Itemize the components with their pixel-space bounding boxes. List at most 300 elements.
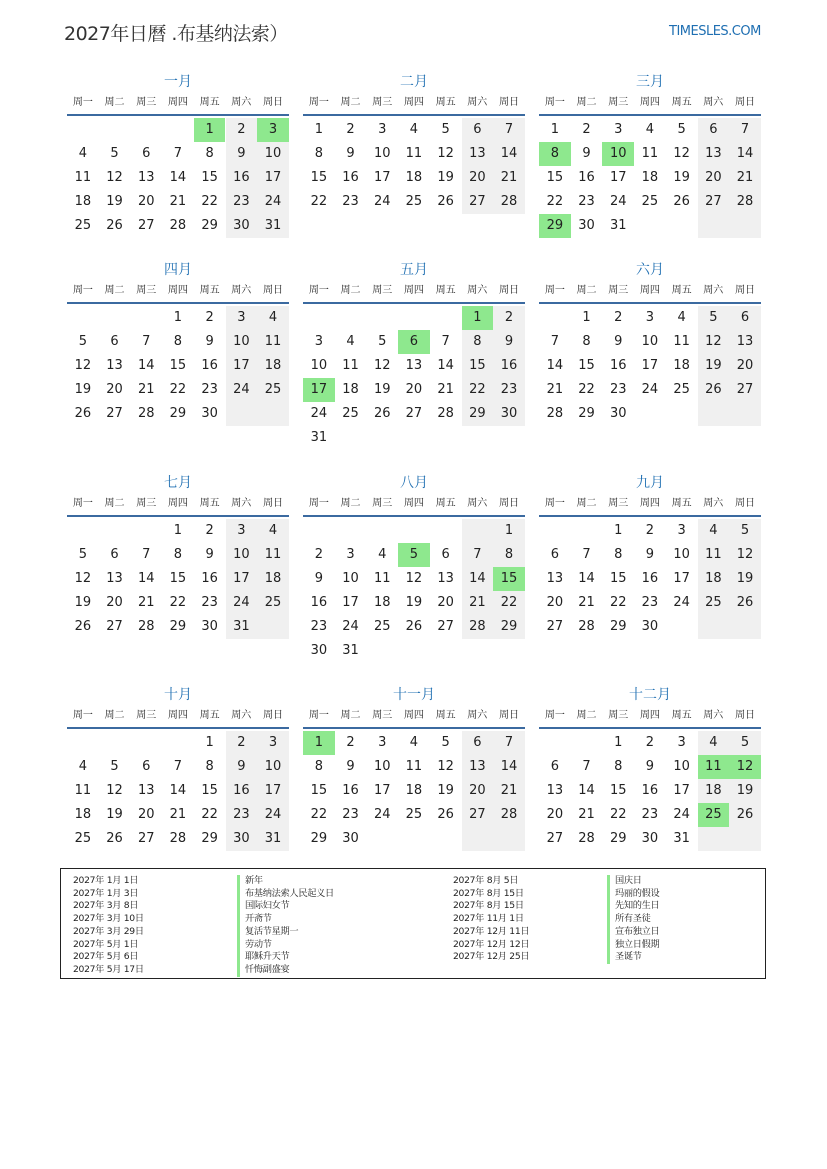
day-cell: 7	[550, 334, 559, 349]
weekday-header	[539, 96, 761, 116]
weekday-label: 周五	[435, 97, 456, 108]
legend-holiday-name: 独立日假期	[607, 939, 659, 952]
legend-holiday-name: 忏悔副盛宴	[237, 964, 334, 977]
day-cell: 23	[310, 619, 328, 634]
weekday-label: 周三	[136, 97, 157, 108]
day-cell: 15	[469, 358, 486, 373]
day-cell: 4	[346, 334, 355, 349]
day-cell: 4	[378, 547, 387, 562]
day-cell: 8	[614, 759, 623, 774]
weekday-header	[303, 284, 525, 304]
weekday-label: 周日	[498, 710, 519, 721]
day-cell: 25	[264, 595, 282, 610]
day-cell: 27	[137, 218, 155, 233]
day-grid	[539, 731, 761, 875]
day-cell: 21	[469, 595, 486, 610]
day-cell: 16	[233, 170, 250, 185]
day-cell: 13	[546, 571, 564, 586]
day-cell: 21	[437, 382, 454, 397]
day-cell: 7	[173, 759, 183, 774]
day-cell: 26	[106, 831, 123, 846]
weekday-label: 周三	[136, 710, 157, 721]
day-cell: 23	[578, 194, 595, 209]
legend-date: 2027年 8月 15日	[453, 900, 524, 912]
day-cell: 10	[342, 571, 359, 586]
day-cell: 16	[342, 783, 359, 798]
day-cell: 8	[473, 334, 482, 349]
day-cell: 19	[106, 807, 123, 822]
month-name: 二月	[400, 74, 428, 90]
day-cell: 24	[673, 595, 690, 610]
weekday-label: 周五	[435, 710, 456, 721]
weekday-label: 周二	[104, 710, 125, 721]
month-block	[539, 260, 761, 450]
day-cell: 15	[578, 358, 595, 373]
day-cell: 29	[201, 831, 218, 846]
month-name: 五月	[400, 262, 428, 278]
day-cell: 9	[237, 759, 246, 774]
day-cell: 20	[546, 807, 564, 822]
day-cell: 5	[110, 759, 119, 774]
weekday-label: 周日	[734, 97, 755, 108]
day-cell: 17	[641, 358, 659, 373]
day-cell: 5	[110, 146, 119, 161]
day-cell: 12	[705, 334, 722, 349]
day-cell: 18	[74, 194, 92, 209]
day-cell: 20	[469, 170, 486, 185]
day-cell: 4	[268, 523, 278, 538]
legend-dates-right	[453, 875, 529, 964]
day-cell: 27	[469, 194, 486, 209]
day-cell: 5	[677, 122, 686, 137]
day-cell: 8	[173, 334, 183, 349]
day-cell: 11	[74, 783, 92, 798]
day-cell: 7	[740, 122, 750, 137]
day-cell: 16	[233, 783, 250, 798]
weekday-label: 周四	[403, 97, 424, 108]
day-cell: 7	[142, 334, 151, 349]
day-cell: 23	[500, 382, 518, 397]
weekday-label: 周一	[308, 97, 329, 108]
day-cell: 8	[614, 547, 623, 562]
day-cell: 14	[137, 358, 155, 373]
day-cell: 19	[405, 595, 423, 610]
day-cell: 11	[342, 358, 359, 373]
weekday-label: 周四	[403, 498, 424, 509]
day-cell: 13	[437, 571, 454, 586]
month-block	[67, 685, 289, 875]
day-cell: 5	[441, 735, 450, 750]
month-name: 六月	[636, 262, 664, 278]
day-cell: 18	[673, 358, 690, 373]
weekday-label: 周二	[104, 285, 125, 296]
month-block	[303, 473, 525, 663]
day-cell: 14	[578, 783, 595, 798]
day-cell: 10	[233, 334, 250, 349]
legend-holiday-name: 国庆日	[607, 875, 659, 888]
day-cell: 21	[137, 595, 155, 610]
day-cell: 24	[641, 382, 659, 397]
weekday-label: 周二	[104, 498, 125, 509]
legend-date: 2027年 12月 11日	[453, 925, 530, 937]
day-cell: 15	[310, 170, 328, 185]
day-cell: 6	[441, 547, 450, 562]
day-cell: 20	[106, 382, 123, 397]
day-cell: 2	[346, 122, 355, 137]
day-cell: 23	[201, 382, 218, 397]
day-cell: 25	[673, 382, 690, 397]
day-cell: 20	[469, 783, 486, 798]
weekday-label: 周六	[467, 97, 488, 108]
weekday-header	[539, 284, 761, 304]
weekday-label: 周三	[372, 710, 393, 721]
day-cell: 22	[609, 595, 627, 610]
day-cell: 6	[110, 547, 119, 562]
day-cell: 10	[373, 759, 391, 774]
holiday-day: 29	[539, 214, 571, 238]
day-cell: 10	[673, 759, 690, 774]
day-grid	[539, 306, 761, 450]
day-cell: 1	[550, 122, 559, 137]
weekday-label: 周三	[608, 285, 629, 296]
day-cell: 31	[264, 218, 282, 233]
month-block	[539, 72, 761, 262]
weekday-label: 周二	[576, 285, 597, 296]
day-cell: 6	[550, 759, 559, 774]
day-cell: 28	[578, 831, 595, 846]
day-cell: 23	[342, 807, 359, 822]
day-cell: 23	[641, 807, 659, 822]
day-cell: 16	[201, 571, 218, 586]
weekday-label: 周四	[403, 285, 424, 296]
day-cell: 2	[205, 310, 214, 325]
day-cell: 28	[578, 619, 595, 634]
day-cell: 18	[264, 571, 282, 586]
day-cell: 2	[237, 122, 246, 137]
day-cell: 11	[405, 759, 423, 774]
day-cell: 12	[373, 358, 391, 373]
day-cell: 22	[578, 382, 595, 397]
day-cell: 16	[641, 783, 659, 798]
holiday-day: 12	[729, 755, 761, 779]
day-cell: 11	[405, 146, 423, 161]
legend-date: 2027年 3月 8日	[73, 900, 139, 912]
day-cell: 17	[233, 358, 250, 373]
day-cell: 5	[378, 334, 387, 349]
day-cell: 3	[677, 735, 686, 750]
day-cell: 10	[233, 547, 250, 562]
day-cell: 30	[233, 218, 250, 233]
weekday-label: 周二	[340, 285, 361, 296]
weekday-label: 周日	[734, 498, 755, 509]
day-cell: 6	[740, 310, 750, 325]
weekday-label: 周六	[703, 97, 724, 108]
legend-holiday-name: 开斋节	[237, 913, 334, 926]
day-cell: 19	[373, 382, 391, 397]
day-cell: 7	[142, 547, 151, 562]
day-cell: 19	[673, 170, 690, 185]
day-cell: 28	[469, 619, 486, 634]
month-block	[67, 72, 289, 262]
day-cell: 4	[677, 310, 686, 325]
day-cell: 14	[169, 783, 187, 798]
weekday-header	[303, 709, 525, 729]
day-cell: 23	[342, 194, 359, 209]
day-cell: 22	[469, 382, 486, 397]
day-cell: 3	[237, 523, 246, 538]
day-cell: 7	[582, 547, 591, 562]
day-cell: 28	[137, 619, 155, 634]
weekday-label: 周二	[340, 97, 361, 108]
day-cell: 22	[169, 382, 187, 397]
day-grid	[67, 519, 289, 663]
day-cell: 4	[78, 146, 87, 161]
weekday-label: 周五	[435, 285, 456, 296]
day-cell: 27	[546, 619, 564, 634]
weekday-label: 周三	[372, 97, 393, 108]
day-cell: 13	[705, 146, 722, 161]
holiday-day: 3	[257, 118, 289, 142]
day-cell: 20	[437, 595, 454, 610]
day-cell: 17	[373, 170, 391, 185]
day-cell: 25	[264, 382, 282, 397]
weekday-label: 周一	[308, 710, 329, 721]
month-block	[67, 260, 289, 450]
day-cell: 14	[500, 759, 518, 774]
day-cell: 20	[405, 382, 423, 397]
day-cell: 6	[110, 334, 119, 349]
day-cell: 1	[314, 122, 323, 137]
month-name: 八月	[400, 475, 428, 491]
day-cell: 14	[437, 358, 454, 373]
day-cell: 24	[310, 406, 328, 421]
day-grid	[67, 306, 289, 450]
weekday-label: 周五	[199, 285, 220, 296]
day-cell: 8	[314, 759, 323, 774]
weekday-label: 周六	[467, 285, 488, 296]
day-cell: 16	[641, 571, 659, 586]
day-cell: 10	[373, 146, 391, 161]
day-cell: 15	[201, 170, 218, 185]
day-cell: 22	[201, 194, 218, 209]
day-cell: 2	[645, 735, 655, 750]
day-cell: 21	[169, 807, 187, 822]
day-cell: 15	[169, 571, 187, 586]
weekday-label: 周二	[576, 498, 597, 509]
weekday-header	[303, 497, 525, 517]
day-cell: 3	[268, 735, 278, 750]
day-cell: 31	[609, 218, 627, 233]
day-cell: 28	[137, 406, 155, 421]
day-cell: 30	[500, 406, 518, 421]
weekday-label: 周日	[262, 97, 283, 108]
day-cell: 4	[709, 523, 718, 538]
legend-date: 2027年 1月 3日	[73, 887, 139, 899]
holiday-day: 25	[698, 803, 730, 827]
day-cell: 28	[500, 807, 518, 822]
day-cell: 21	[169, 194, 187, 209]
legend-date: 2027年 5月 6日	[73, 951, 139, 963]
day-grid	[303, 118, 525, 262]
day-cell: 23	[201, 595, 218, 610]
day-cell: 24	[342, 619, 359, 634]
day-cell: 22	[310, 807, 328, 822]
day-cell: 10	[264, 759, 282, 774]
month-name: 十一月	[393, 687, 435, 703]
day-cell: 11	[264, 547, 282, 562]
day-cell: 7	[504, 735, 514, 750]
day-cell: 6	[142, 759, 151, 774]
day-cell: 31	[264, 831, 282, 846]
day-cell: 28	[169, 831, 187, 846]
weekday-label: 周三	[608, 498, 629, 509]
weekday-label: 周六	[231, 710, 252, 721]
weekday-label: 周五	[671, 285, 692, 296]
legend-holiday-name: 耶稣升天节	[237, 951, 334, 964]
legend-names-left	[237, 875, 334, 977]
day-cell: 25	[405, 807, 423, 822]
day-cell: 11	[673, 334, 690, 349]
day-cell: 21	[500, 170, 518, 185]
day-cell: 9	[205, 547, 214, 562]
weekday-label: 周日	[734, 710, 755, 721]
weekday-label: 周六	[231, 97, 252, 108]
day-cell: 31	[233, 619, 250, 634]
day-cell: 8	[205, 759, 214, 774]
day-cell: 22	[609, 807, 627, 822]
day-cell: 23	[641, 595, 659, 610]
day-cell: 1	[504, 523, 514, 538]
holiday-legend	[60, 868, 766, 979]
weekday-header	[539, 709, 761, 729]
weekday-label: 周一	[72, 285, 93, 296]
weekday-label: 周一	[544, 498, 565, 509]
day-grid	[539, 519, 761, 663]
weekday-label: 周四	[639, 498, 660, 509]
legend-date: 2027年 12月 12日	[453, 938, 530, 950]
day-cell: 5	[78, 334, 87, 349]
day-cell: 2	[582, 122, 591, 137]
weekday-label: 周五	[199, 710, 220, 721]
day-cell: 26	[405, 619, 423, 634]
weekday-label: 周五	[199, 97, 220, 108]
weekday-label: 周四	[167, 285, 188, 296]
day-cell: 29	[169, 619, 187, 634]
day-cell: 2	[237, 735, 246, 750]
day-cell: 15	[169, 358, 187, 373]
day-cell: 28	[736, 194, 754, 209]
day-cell: 10	[673, 547, 690, 562]
day-cell: 13	[137, 783, 155, 798]
day-cell: 21	[578, 595, 595, 610]
month-name: 三月	[636, 74, 664, 90]
legend-holiday-name: 新年	[237, 875, 334, 888]
day-cell: 13	[106, 358, 123, 373]
legend-holiday-name: 布基纳法索人民起义日	[237, 888, 334, 901]
weekday-label: 周四	[167, 498, 188, 509]
legend-date: 2027年 8月 5日	[453, 875, 519, 886]
weekday-label: 周日	[734, 285, 755, 296]
day-cell: 18	[641, 170, 659, 185]
day-cell: 13	[137, 170, 155, 185]
day-cell: 14	[546, 358, 564, 373]
day-cell: 9	[237, 146, 246, 161]
day-cell: 27	[106, 619, 123, 634]
day-cell: 18	[74, 807, 92, 822]
legend-holiday-name: 国际妇女节	[237, 900, 334, 913]
holiday-day: 1	[462, 306, 494, 330]
day-cell: 7	[504, 122, 514, 137]
legend-holiday-name: 所有圣徒	[607, 913, 659, 926]
weekday-label: 周六	[467, 710, 488, 721]
day-cell: 29	[500, 619, 518, 634]
weekday-label: 周五	[671, 498, 692, 509]
day-cell: 25	[74, 218, 92, 233]
legend-date: 2027年 1月 1日	[73, 875, 139, 886]
legend-date: 2027年 8月 15日	[453, 887, 524, 899]
month-name: 十月	[164, 687, 192, 703]
day-cell: 2	[645, 523, 655, 538]
day-cell: 3	[614, 122, 623, 137]
weekday-label: 周日	[498, 285, 519, 296]
day-cell: 8	[173, 547, 183, 562]
day-cell: 24	[373, 807, 391, 822]
day-cell: 19	[437, 170, 454, 185]
weekday-label: 周三	[608, 710, 629, 721]
weekday-label: 周一	[72, 97, 93, 108]
day-cell: 8	[205, 146, 214, 161]
legend-date: 2027年 11月 1日	[453, 913, 524, 925]
day-cell: 2	[346, 735, 355, 750]
day-cell: 25	[641, 194, 659, 209]
day-cell: 12	[74, 571, 92, 586]
day-grid	[303, 519, 525, 663]
day-cell: 27	[437, 619, 454, 634]
day-cell: 11	[264, 334, 282, 349]
day-cell: 11	[641, 146, 659, 161]
weekday-label: 周一	[544, 285, 565, 296]
day-cell: 18	[264, 358, 282, 373]
day-cell: 7	[473, 547, 482, 562]
day-cell: 22	[310, 194, 328, 209]
day-cell: 9	[645, 759, 655, 774]
weekday-label: 周四	[639, 97, 660, 108]
day-cell: 18	[373, 595, 391, 610]
day-cell: 2	[314, 547, 323, 562]
day-cell: 3	[346, 547, 355, 562]
day-cell: 15	[310, 783, 328, 798]
day-cell: 30	[641, 619, 659, 634]
day-cell: 24	[264, 194, 282, 209]
weekday-label: 周一	[308, 285, 329, 296]
legend-dates-left	[73, 875, 144, 977]
weekday-label: 周一	[72, 498, 93, 509]
day-cell: 16	[609, 358, 627, 373]
day-cell: 30	[342, 831, 359, 846]
day-cell: 9	[205, 334, 214, 349]
site-link[interactable]: TIMESLES.COM	[669, 24, 761, 39]
day-cell: 27	[137, 831, 155, 846]
day-cell: 15	[201, 783, 218, 798]
day-cell: 18	[405, 783, 423, 798]
legend-holiday-name: 宣布独立日	[607, 926, 659, 939]
day-cell: 14	[169, 170, 187, 185]
month-block	[303, 72, 525, 262]
day-cell: 4	[78, 759, 87, 774]
day-cell: 30	[201, 619, 218, 634]
day-cell: 24	[233, 595, 250, 610]
day-cell: 2	[614, 310, 623, 325]
